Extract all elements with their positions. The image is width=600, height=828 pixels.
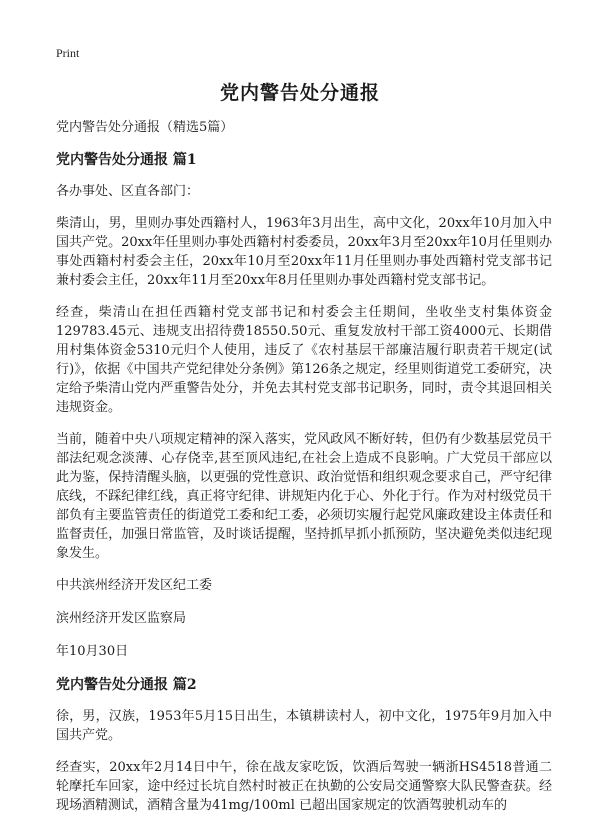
page-title: 党内警告处分通报 <box>219 82 380 104</box>
paragraph: 徐，男，汉族，1953年5月15日出生，本镇耕读村人，初中文化，1975年9月加入中国共产党。 <box>56 709 552 743</box>
salutation: 各办事处、区直各部门： <box>56 184 200 199</box>
paragraph: 柴清山，男，里则办事处西籍村人，1963年3月出生，高中文化，20xx年10月加入中国共产党。20xx年任里则办事处西籍村村委委员，20xx年3月至20xx年10月任里则办事处西籍村村委会主任，20xx年10月至20xx年11月任里则办事处西籍村党支部书记兼村委会主任，20xx年11月至20xx年8月任里则办事处西籍村党支部书记。 <box>56 216 552 288</box>
print-link[interactable]: Print <box>56 46 80 60</box>
document-body <box>56 118 552 828</box>
signature-line: 滨州经济开发区监察局 <box>56 611 187 626</box>
paragraph: 经查，柴清山在担任西籍村党支部书记和村委会主任期间，坐收坐支村集体资金129783.45元、违规支出招待费18550.50元、重复发放村干部工资4000元、长期借用村集体资金5310元归个人使用，违反了《农村基层干部廉洁履行职责若干规定(试行)》，依据《中国共产党纪律处分条例》第126条之规定，经里则街道党工委研究，决定给予柴清山党内严重警告处分，并免去其村党支部书记职务，同时，责令其退回相关违规资金。 <box>56 305 552 415</box>
document-subtitle: 党内警告处分通报（精选5篇） <box>56 120 234 135</box>
section-heading-2: 党内警告处分通报 篇2 <box>56 677 197 693</box>
paragraph: 经查实，20xx年2月14日中午，徐在战友家吃饭，饮酒后驾驶一辆浙HS4518普通二轮摩托车回家，途中经过长坑自然村时被正在执勤的公安局交通警察大队民警查获。经现场酒精测试，酒精含量为41mg/100ml 已超出国家规定的饮酒驾驶机动车的 <box>56 760 552 813</box>
section-heading-1: 党内警告处分通报 篇1 <box>56 152 197 168</box>
paragraph: 当前，随着中央八项规定精神的深入落实，党风政风不断好转，但仍有少数基层党员干部法纪观念淡薄、心存侥幸,甚至顶风违纪,在社会上造成不良影响。广大党员干部应以此为鉴，保持清醒头脑，以更强的党性意识、政治觉悟和组织观念要求自己，严守纪律底线，不踩纪律红线，真正将守纪律、讲规矩内化于心、外化于行。作为对村级党员干部负有主要监管责任的街道党工委和纪工委，必须切实履行起党风廉政建设主体责任和监督责任，加强日常监管，及时谈话提醒，坚持抓早抓小抓预防，坚决避免类似违纪现象发生。 <box>56 432 552 561</box>
signature-date: 年10月30日 <box>56 644 129 659</box>
signature-line: 中共滨州经济开发区纪工委 <box>56 578 213 593</box>
